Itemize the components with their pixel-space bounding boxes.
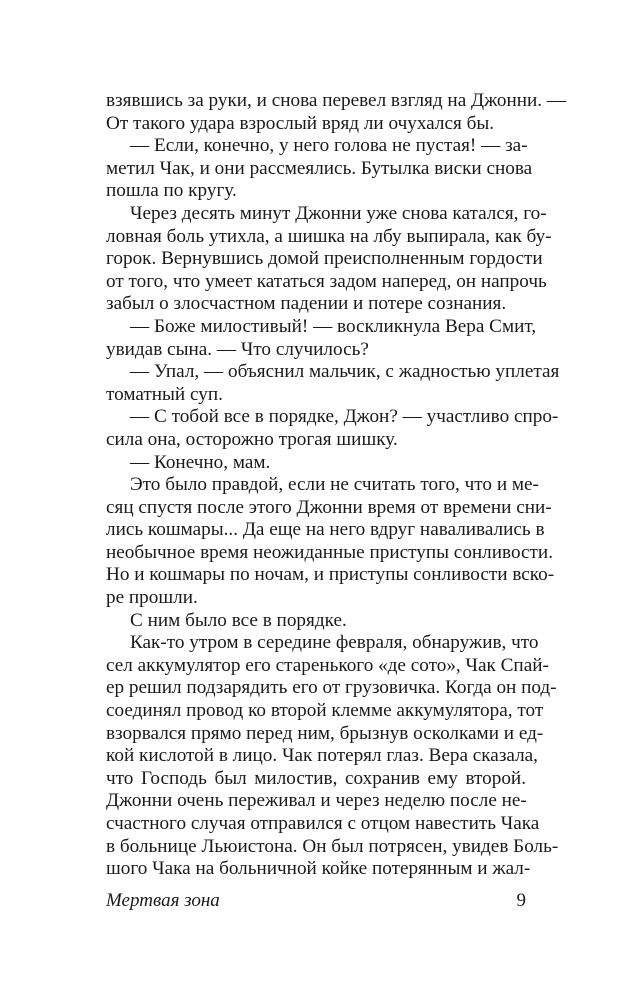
text-line: сяц спустя после этого Джонни время от времени сни- — [106, 496, 552, 518]
text-line: томатный суп. — [106, 383, 223, 405]
text-line: пошла по кругу. — [106, 180, 237, 202]
text-line: счастного случая отправился с отцом навестить Чака — [106, 813, 540, 834]
paragraph — [106, 202, 552, 316]
text-line: — Боже милостивый! — воскликнула Вера Смит, — [130, 315, 537, 337]
text-line: что Господь был милостив, сохранив ему второй. — [106, 767, 526, 789]
paragraph — [106, 315, 537, 361]
page-body — [106, 90, 567, 881]
text-line: С ним было все в порядке. — [130, 609, 347, 631]
text-line: сел аккумулятор его старенького «де сото», Чак Спай- — [106, 654, 549, 676]
text-line: Как-то утром в середине февраля, обнаружив, что — [130, 632, 539, 654]
text-line: Через десять минут Джонни уже снова катался, го- — [130, 202, 547, 224]
text-line: лись кошмары... Да еще на него вдруг наваливались в — [106, 519, 545, 541]
paragraph — [106, 135, 533, 203]
text-line: — Конечно, мам. — [130, 451, 271, 473]
text-line: взявшись за руки, и снова перевел взгляд на Джонни. — — [106, 90, 567, 111]
paragraph — [106, 474, 555, 610]
text-line: соединял провод ко второй клемме аккумулятора, тот — [106, 700, 544, 722]
text-line: забыл о злосчастном падении и потере сознания. — [106, 293, 507, 315]
page-number: 9 — [516, 890, 526, 911]
text-line: — Если, конечно, у него голова не пустая! — за- — [130, 135, 528, 157]
text-line: сила она, осторожно трогая шишку. — [106, 428, 398, 450]
text-line: шого Чака на больничной койке потерянным и жал- — [106, 858, 531, 880]
paragraph — [106, 632, 559, 881]
text-line: ре прошли. — [106, 587, 198, 609]
page-footer — [106, 889, 526, 913]
text-line: Это было правдой, если не считать того, что и ме- — [130, 474, 539, 496]
paragraph — [106, 361, 560, 406]
text-line: — Упал, — объяснил мальчик, с жадностью уплетая — [130, 361, 560, 383]
text-line: ловная боль утихла, а шишка на лбу выпирала, как бу- — [106, 225, 552, 247]
paragraph — [106, 90, 567, 135]
text-line: кой кислотой в лицо. Чак потерял глаз. Вера сказала, — [106, 745, 538, 767]
text-line: ер решил подзарядить его от грузовичка. Когда он под- — [106, 677, 557, 699]
text-line: увидав сына. — Что случилось? — [106, 338, 369, 360]
text-line: от того, что умеет кататься задом наперед, он напрочь — [106, 270, 547, 292]
text-line: От такого удара взрослый вряд ли очухался бы. — [106, 112, 495, 134]
text-line: Джонни очень переживал и через неделю после не- — [106, 790, 527, 812]
text-line: необычное время неожиданные приступы сонливости. — [106, 541, 553, 563]
paragraph — [106, 610, 526, 633]
text-line: взорвался прямо перед ним, брызнув осколками и ед- — [106, 722, 544, 744]
running-title: Мертвая зона — [106, 890, 220, 911]
paragraph — [106, 452, 526, 475]
text-line: метил Чак, и они рассмеялись. Бутылка виски снова — [106, 157, 533, 179]
text-line: — С тобой все в порядке, Джон? — участливо спро- — [130, 406, 559, 428]
text-line: Но и кошмары по ночам, и приступы сонливости вско- — [106, 564, 555, 586]
text-line: горок. Вернувшись домой преисполненным гордости — [106, 248, 543, 270]
paragraph — [106, 406, 559, 451]
text-line: в больнице Льюистона. Он был потрясен, увидев Боль- — [106, 835, 559, 857]
